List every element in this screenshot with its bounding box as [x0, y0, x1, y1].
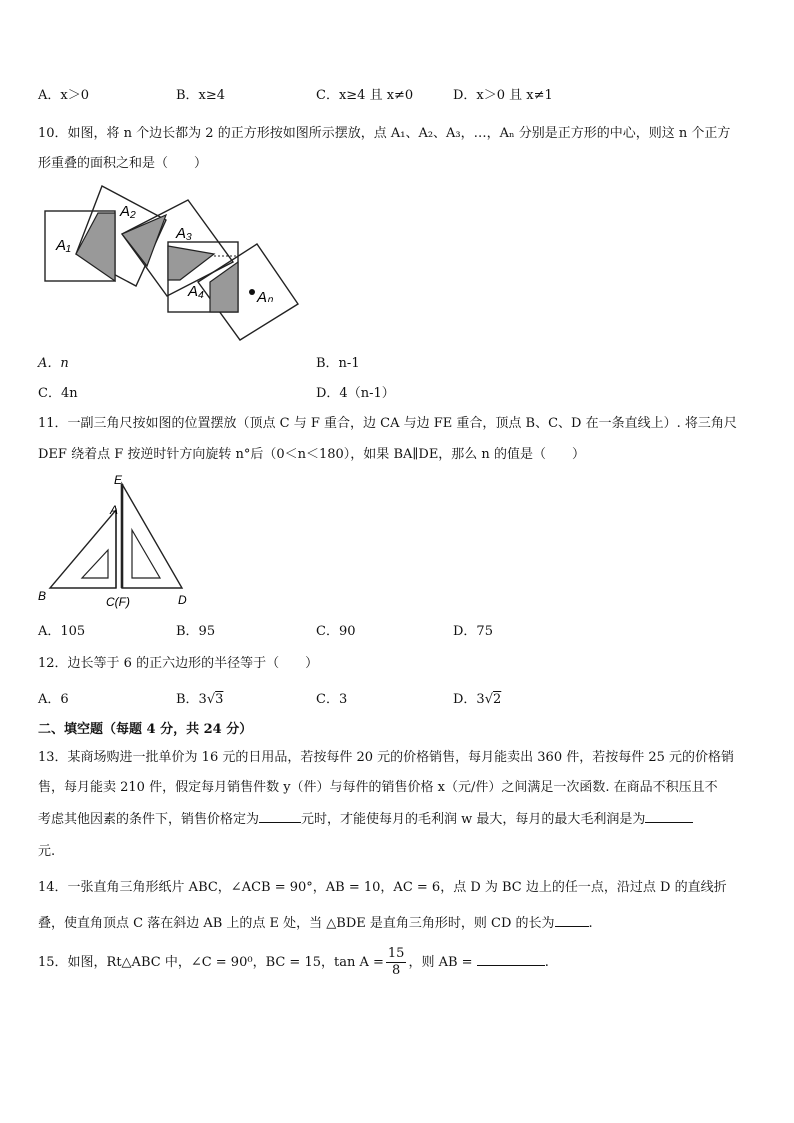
- label-cf: C(F): [106, 595, 130, 609]
- label-e: E: [114, 473, 123, 487]
- q13-line1: 13．某商场购进一批单价为 16 元的日用品，若按每件 20 元的价格销售，每月能卖出 360 件，若按每件 25 元的价格销: [38, 750, 735, 765]
- sqrt-symbol: √: [484, 692, 493, 707]
- q12-option-d-radicand: 2: [493, 692, 502, 707]
- q13-line3-part2: 元时，才能使每月的毛利润 w 最大，每月的最大毛利润是为: [301, 812, 646, 827]
- label-a3: A₃: [176, 225, 192, 242]
- q12-option-a: A．6: [38, 692, 69, 707]
- q9-option-c: C．x≥4 且 x≠0: [316, 88, 414, 103]
- q15-suffix: ，则 AB =: [408, 955, 473, 970]
- q12-option-d-prefix: D．3: [453, 692, 485, 707]
- q13-line2: 售，每月能卖 210 件，假定每月销售件数 y（件）与每件的销售价格 x（元/件）之间满足一次函数. 在商品不积压且不: [38, 780, 718, 795]
- q15-fraction: [386, 946, 407, 979]
- q10-option-b: B．n-1: [316, 356, 360, 371]
- q15-end: .: [544, 955, 549, 970]
- q15-blank-ab[interactable]: [477, 951, 545, 966]
- q11-text-line2: DEF 绕着点 F 按逆时针方向旋转 n°后（0＜n＜180），如果 BA∥DE，那么 n 的值是（ ）: [38, 447, 585, 462]
- q10-option-c: C．4n: [38, 386, 78, 401]
- label-a1: A₁: [56, 237, 71, 254]
- q9-option-b: B．x≥4: [176, 88, 226, 103]
- q11-text-line1: 11．一副三角尺按如图的位置摆放（顶点 C 与 F 重合，边 CA 与边 FE 重合，顶点 B、C、D 在一条直线上）. 将三角尺: [38, 416, 737, 431]
- q11-option-b: B．95: [176, 624, 216, 639]
- q11-triangle-rulers-figure: [34, 470, 204, 612]
- q10-squares-figure: [40, 184, 310, 344]
- label-a: A: [110, 503, 119, 517]
- q11-option-a: A．105: [38, 624, 86, 639]
- q12-text: 12．边长等于 6 的正六边形的半径等于（ ）: [38, 656, 319, 671]
- q13-blank-profit[interactable]: [645, 808, 693, 823]
- q13-line4: 元.: [38, 844, 56, 859]
- label-d: D: [178, 593, 187, 607]
- q12-option-b: [176, 690, 223, 710]
- q14-blank-cd[interactable]: [555, 912, 589, 927]
- q10-option-d: D．4（n-1）: [316, 386, 395, 401]
- label-an: Aₙ: [257, 289, 273, 306]
- q12-option-b-radicand: 3: [215, 692, 224, 707]
- q15-denominator: 8: [392, 963, 401, 978]
- label-b: B: [38, 589, 47, 603]
- q12-option-d: [453, 690, 501, 710]
- q11-option-d: D．75: [453, 624, 493, 639]
- section-title: 二、填空题（每题 4 分，共 24 分）: [38, 722, 253, 737]
- q14-line2-end: .: [588, 916, 593, 931]
- q14-line1: 14．一张直角三角形纸片 ABC，∠ACB = 90°，AB = 10，AC = 6，点 D 为 BC 边上的任一点，沿过点 D 的直线折: [38, 880, 727, 895]
- q11-option-c: C．90: [316, 624, 356, 639]
- label-a2: A₂: [120, 203, 136, 220]
- q14-line2-text: 叠，使直角顶点 C 落在斜边 AB 上的点 E 处，当 △BDE 是直角三角形时，则 CD 的长为: [38, 916, 555, 931]
- q13-line3-part1: 考虑其他因素的条件下，销售价格定为: [38, 812, 260, 827]
- q15-prefix: 15．如图，Rt△ABC 中，∠C = 90⁰，BC = 15，tan A =: [38, 955, 384, 970]
- label-a4: A₄: [188, 283, 205, 300]
- q9-option-d: D．x＞0 且 x≠1: [453, 88, 553, 103]
- sqrt-symbol: √: [206, 692, 216, 707]
- q12-option-c: C．3: [316, 692, 348, 707]
- q10-text-line2: 形重叠的面积之和是（ ）: [38, 156, 208, 171]
- q10-text-line1: 10．如图，将 n 个边长都为 2 的正方形按如图所示摆放，点 A₁、A₂、A₃，…，Aₙ 分别是正方形的中心，则这 n 个正方: [38, 126, 731, 141]
- q14-line2: [38, 912, 593, 934]
- q9-option-a: A．x＞0: [38, 88, 89, 103]
- q13-line3: [38, 808, 693, 830]
- q15-line: [38, 946, 549, 980]
- q13-blank-price[interactable]: [259, 808, 301, 823]
- q12-option-b-prefix: B．3: [176, 692, 207, 707]
- q15-numerator: 15: [387, 946, 405, 961]
- q10-option-a: A．n: [38, 356, 69, 371]
